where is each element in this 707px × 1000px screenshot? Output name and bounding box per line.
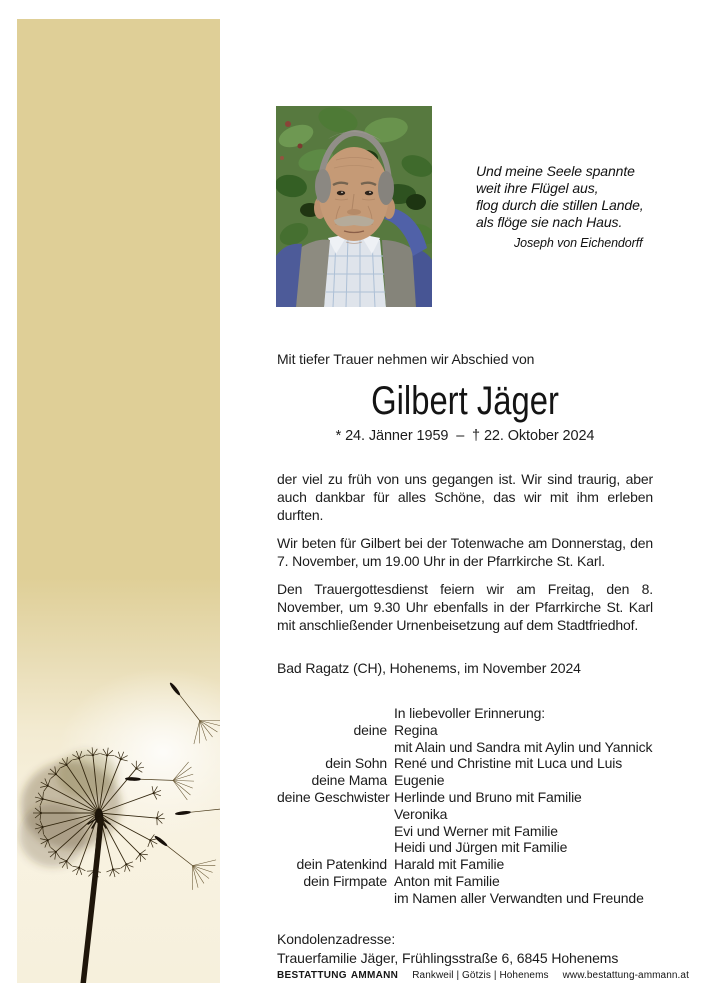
family-member-names: Harald mit Familie bbox=[394, 856, 505, 873]
quote-attribution: Joseph von Eichendorff bbox=[514, 236, 643, 250]
quote-line: weit ihre Flügel aus, bbox=[476, 180, 599, 196]
funeral-home-locations: Rankweil | Götzis | Hohenems bbox=[412, 970, 549, 981]
family-relation-label: deine Mama bbox=[311, 772, 387, 789]
family-relation-label bbox=[277, 890, 387, 907]
place-date-line: Bad Ragatz (CH), Hohenems, im November 2024 bbox=[277, 660, 581, 676]
brand-word: BESTATTUNG bbox=[277, 970, 347, 981]
deceased-name: Gilbert Jäger bbox=[371, 379, 559, 423]
family-list bbox=[277, 705, 653, 907]
family-member-names: Anton mit Familie bbox=[394, 872, 500, 889]
funeral-home-brand bbox=[277, 970, 398, 981]
poem-quote bbox=[476, 163, 644, 252]
quote-line: Und meine Seele spannte bbox=[476, 163, 635, 179]
announcement-text bbox=[277, 470, 653, 634]
family-member-names: mit Alain und Sandra mit Aylin und Yannick bbox=[394, 738, 653, 755]
condolence-address: Trauerfamilie Jäger, Frühlingsstraße 6, 6845 Hohenems bbox=[277, 949, 619, 966]
family-relation-label bbox=[277, 839, 387, 856]
family-relation-label: dein Firmpate bbox=[303, 872, 387, 889]
side-panel bbox=[17, 19, 220, 983]
family-member-names: Eugenie bbox=[394, 772, 445, 789]
family-relation-label bbox=[277, 806, 387, 823]
announcement-body bbox=[277, 106, 653, 968]
family-relation-label bbox=[277, 823, 387, 840]
condolence-block bbox=[277, 930, 653, 968]
family-relation-label: deine bbox=[353, 721, 387, 738]
family-member-names: Veronika bbox=[394, 805, 448, 822]
quote-line: als flöge sie nach Haus. bbox=[476, 214, 623, 230]
brand-word: AMMANN bbox=[350, 970, 399, 981]
family-member-names: Herlinde und Bruno mit Familie bbox=[394, 788, 582, 805]
announcement-paragraph: der viel zu früh von uns gegangen ist. Wir sind traurig, aber auch dankbar für alles Schöne, das wir mit ihm erleben durften. bbox=[277, 471, 653, 523]
life-dates: * 24. Jänner 1959 – † 22. Oktober 2024 bbox=[335, 428, 595, 444]
family-member-names: Evi und Werner mit Familie bbox=[394, 822, 558, 839]
portrait-photo bbox=[276, 106, 432, 307]
family-relation-label bbox=[277, 705, 387, 722]
condolence-label: Kondolenzadresse: bbox=[277, 930, 396, 947]
dandelion-image bbox=[17, 563, 220, 983]
family-relation-label bbox=[277, 739, 387, 756]
family-member-names: Heidi und Jürgen mit Familie bbox=[394, 839, 568, 856]
intro-line: Mit tiefer Trauer nehmen wir Abschied von bbox=[277, 351, 535, 367]
funeral-home-footer bbox=[277, 970, 689, 981]
announcement-paragraph: Wir beten für Gilbert bei der Totenwache am Donnerstag, den 7. November, um 19.00 Uhr in der Pfarrkirche St. Karl. bbox=[277, 535, 653, 569]
funeral-home-website: www.bestattung-ammann.at bbox=[562, 970, 689, 981]
family-heading: In liebevoller Erinnerung: bbox=[394, 705, 545, 721]
family-relation-label: deine Geschwister bbox=[277, 788, 390, 805]
family-relation-label: dein Sohn bbox=[325, 755, 387, 772]
family-member-names: René und Christine mit Luca und Luis bbox=[394, 755, 623, 772]
family-member-names: Regina bbox=[394, 721, 438, 738]
family-member-names: im Namen aller Verwandten und Freunde bbox=[394, 889, 644, 906]
announcement-paragraph: Den Trauergottesdienst feiern wir am Freitag, den 8. November, um 9.30 Uhr ebenfalls in der Pfarrkirche St. Karl mit anschließender Urnenbeisetzung auf dem Stadtfriedhof. bbox=[277, 581, 653, 633]
family-relation-label: dein Patenkind bbox=[296, 856, 387, 873]
quote-line: flog durch die stillen Lande, bbox=[476, 197, 644, 213]
